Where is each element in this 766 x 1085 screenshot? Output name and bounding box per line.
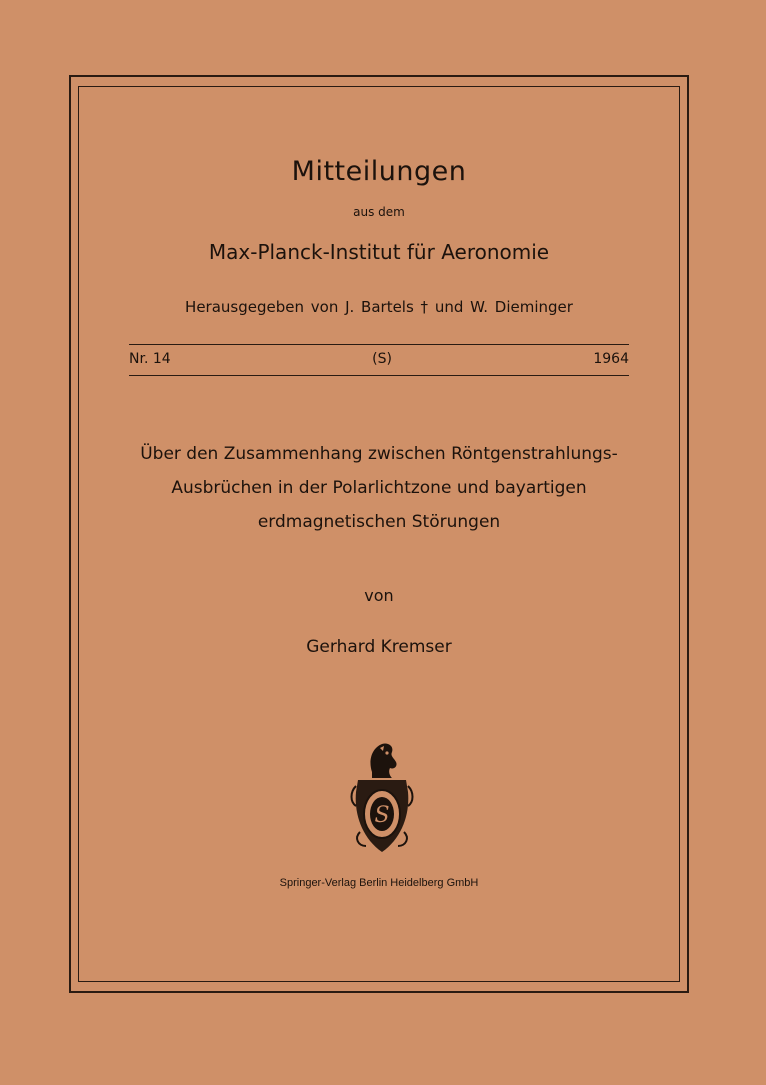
issue-number: Nr. 14 [129,351,171,367]
issue-row [129,351,629,367]
divider-top [129,344,629,345]
springer-horse-seal-icon [350,742,414,856]
title-line: Ausbrüchen in der Polarlichtzone und bayartigen [171,478,587,498]
institute-name: Max-Planck-Institut für Aeronomie [208,240,550,264]
work-title [78,437,680,539]
svg-text:S: S [374,803,390,828]
von-text: von [364,586,394,605]
editors-line: Herausgegeben von J. Bartels † und W. Dieminger [185,298,573,316]
title-line: erdmagnetischen Störungen [257,512,501,532]
aus-dem-text: aus dem [353,205,405,219]
issue-year: 1964 [593,351,629,367]
publisher-name: Springer-Verlag Berlin Heidelberg GmbH [279,877,479,889]
divider-bottom [129,375,629,376]
author-name: Gerhard Kremser [306,637,452,657]
issue-section: (S) [372,351,392,367]
title-line: Über den Zusammenhang zwischen Röntgenstrahlungs- [140,444,618,464]
series-title: Mitteilungen [291,156,467,187]
